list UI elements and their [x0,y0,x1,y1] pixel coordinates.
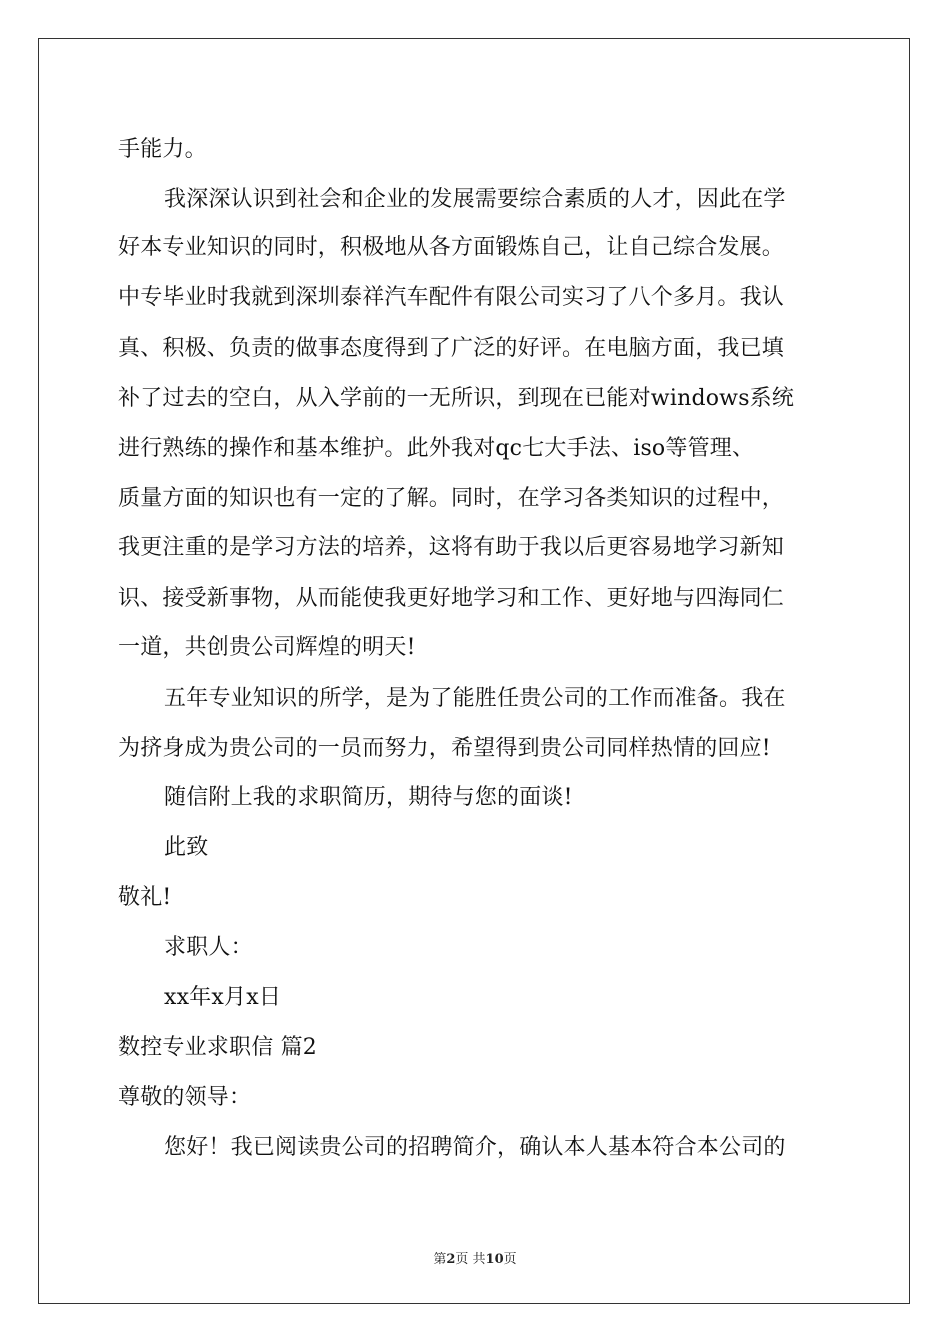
salutation-line: 敬礼! [118,885,172,910]
text-line: 质量方面的知识也有一定的了解。同时，在学习各类知识的过程中， [118,486,785,511]
text-line: 识、接受新事物，从而能使我更好地学习和工作、更好地与四海同仁 [118,586,785,611]
text-line: 进行熟练的操作和基本维护。此外我对qc七大手法、iso等管理、 [118,436,755,461]
text-line: 好本专业知识的同时，积极地从各方面锻炼自己，让自己综合发展。 [118,235,785,260]
page-border [38,38,910,1304]
text-line: 手能力。 [118,137,207,162]
text-line: 我更注重的是学习方法的培养，这将有助于我以后更容易地学习新知 [118,535,785,560]
page-total: 10 [485,1252,504,1267]
text-line: 一道，共创贵公司辉煌的明天! [118,635,416,660]
text-line: 您好！我已阅读贵公司的招聘简介，确认本人基本符合本公司的 [164,1135,786,1160]
text-line: 补了过去的空白，从入学前的一无所识，到现在已能对windows系统 [118,386,795,411]
signature-label: 求职人： [164,935,253,960]
text-line: 五年专业知识的所学，是为了能胜任贵公司的工作而准备。我在 [164,686,786,711]
page-footer [0,1248,950,1267]
closing-line: 此致 [164,835,209,860]
greeting-line: 尊敬的领导： [118,1085,252,1110]
text-line: 我深深认识到社会和企业的发展需要综合素质的人才，因此在学 [164,187,786,212]
section-heading: 数控专业求职信 篇2 [118,1035,317,1060]
page-prefix: 第 [433,1252,447,1267]
text-line: 随信附上我的求职简历，期待与您的面谈! [164,785,573,810]
page-current: 2 [446,1252,456,1267]
text-line: 中专毕业时我就到深圳泰祥汽车配件有限公司实习了八个多月。我认 [118,285,785,310]
page-suffix: 页 [503,1252,517,1267]
date-line: xx年x月x日 [164,985,282,1010]
text-line: 为挤身成为贵公司的一员而努力，希望得到贵公司同样热情的回应! [118,736,771,761]
text-line: 真、积极、负责的做事态度得到了广泛的好评。在电脑方面，我已填 [118,336,785,361]
page-mid: 页 共 [455,1252,486,1267]
